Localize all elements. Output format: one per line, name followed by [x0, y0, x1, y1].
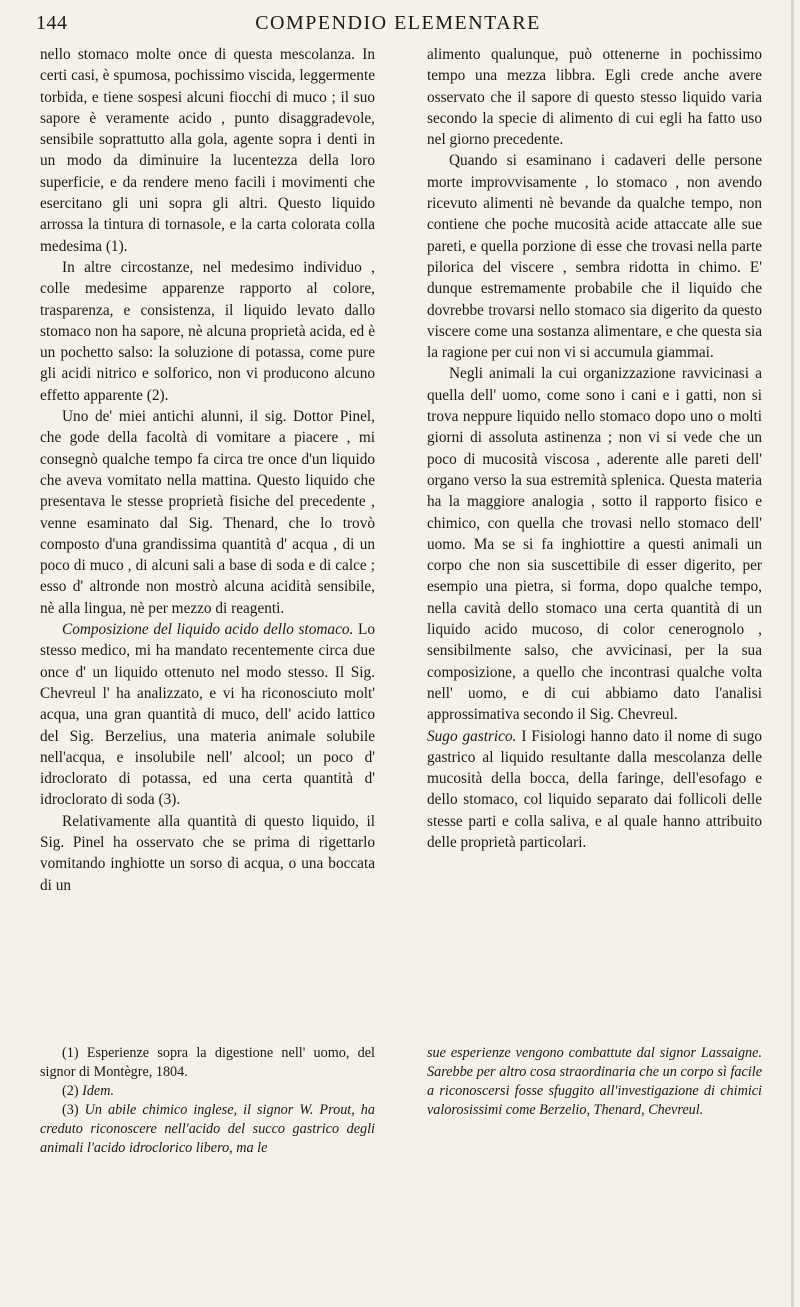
footnote-text: Idem.: [82, 1083, 115, 1099]
page-header: [36, 12, 760, 38]
paragraph-with-side-title: [40, 619, 375, 811]
footnote-text: Un abile chimico inglese, il signor W. Prout, ha creduto riconoscere nell'acido del succo gastrico degli animali l'acido idroclorico libero, ma le: [40, 1102, 375, 1156]
section-title: Composizione del liquido acido dello stomaco.: [62, 621, 354, 639]
left-column: [40, 44, 375, 896]
paragraph-text: Lo stesso medico, mi ha mandato recentemente circa due once d' un liquido ottenuto nel modo stesso. Il Sig. Chevreul l' ha analizzato, e vi ha riconosciuto molt' acqua, una gran quantità di muco, dell' acido lattico del Sig. Berzelius, una materia animale solubile nell'acqua, e insolubile nell' alcool; un poco d' idroclorato di potassa, ed una certa quantità d' idroclorato di soda (3).: [40, 621, 375, 809]
footnote: [40, 1082, 375, 1101]
paragraph-text: I Fisiologi hanno dato il nome di sugo gastrico al liquido resultante dalla mescolanza delle mucosità della bocca, della faringe, dell'esofago e dello stomaco, col liquido separato dai follicoli delle stesse parti e colla saliva, e al quale hanno attribuito delle proprietà particolari.: [427, 727, 763, 851]
paragraph-with-side-title: [427, 726, 762, 854]
footnotes-right: [427, 1044, 762, 1120]
page-number: 144: [36, 12, 68, 34]
footnote-continuation: sue esperienze vengono combattute dal signor Lassaigne. Sarebbe per altro cosa straordinaria che un corpo sì facile a riconoscersi fosse sfuggito all'investigazione di chimici valorosissimi come Berzelio, Thenard, Chevreul.: [427, 1045, 762, 1118]
running-title: COMPENDIO ELEMENTARE: [255, 12, 541, 34]
footnote-mark: (1): [62, 1045, 79, 1061]
section-title: Sugo gastrico.: [427, 727, 517, 745]
paragraph: Negli animali la cui organizzazione ravvicinasi a quella dell' uomo, come sono i cani e i gatti, non si trova neppure liquido nello stomaco dopo uno o molti giorni di assoluta astinenza ; non vi si vede che un poco di mucosità viscosa , aderente alle pareti dell' organo verso la sua estremità splenica. Questa materia ha la maggiore analogia , sotto il rapporto fisico e chimico, con quella che trovasi nello stomaco dell' uomo. Ma se si fa inghiottire a questi animali un corpo che non sia suscettibile di esser digerito, per esempio una pietra, si forma, dopo qualche tempo, nella cavità dello stomaco una certa quantità di un liquido acido mucoso, di color cenerognolo , sensibilmente salso, che avvicinasi, per la sua composizione, a quello che incontrasi qualche volta nell' uomo, e di cui abbiamo dato l'analisi approssimativa secondo il Sig. Chevreul.: [427, 365, 762, 724]
footnote-mark: (2): [62, 1083, 79, 1099]
page-edge: [791, 0, 794, 1307]
paragraph: alimento qualunque, può ottenerne in pochissimo tempo una mezza libbra. Egli crede anche avere osservato che il sapore di questo stesso liquido varia secondo la specie di alimento di cui egli ha fatto uso nel giorno precedente.: [427, 46, 762, 149]
footnote-mark: (3): [62, 1102, 79, 1118]
footnotes-left: [40, 1044, 375, 1158]
paragraph: Uno de' miei antichi alunni, il sig. Dottor Pinel, che gode della facoltà di vomitare a piacere , mi consegnò qualche tempo fa circa tre once d'un liquido che aveva vomitato nella mattina. Questo liquido che presentava le stesse proprietà fisiche del precedente , venne esaminato dal Sig. Thenard, che lo trovò composto d'una grandissima quantità d' acqua , di un poco di muco , di alcuni sali a base di soda e di calce ; esso d' altronde non mostrò alcuna acidità sensibile, nè alla lingua, nè per mezzo di reagenti.: [40, 408, 375, 617]
footnote-text: Esperienze sopra la digestione nell' uomo, del signor di Montègre, 1804.: [40, 1045, 376, 1080]
paragraph: In altre circostanze, nel medesimo individuo , colle medesime apparenze rapporto al colore, trasparenza, e consistenza, il liquido levato dallo stomaco non ha sapore, nè alcuna proprietà acida, ed è un pochetto salso: la soluzione di potassa, come pure gli acidi nitrico e solforico, non vi producono alcuno effetto apparente (2).: [40, 258, 375, 404]
paragraph: nello stomaco molte once di questa mescolanza. In certi casi, è spumosa, pochissimo viscida, leggermente torbida, e tiene sospesi alcuni fiocchi di muco ; il suo sapore è veramente acido , punto disaggradevole, sensibile soprattutto alla gola, agente sopra i denti in un modo da diminuire la lucentezza della loro superficie, e da rendere meno facili i movimenti che esercitano gli uni sopra gli altri. Questo liquido arrossa la tintura di tornasole, e la carta colorata colla medesima (1).: [40, 46, 375, 255]
footnote: [40, 1101, 375, 1158]
footnote: [40, 1044, 375, 1082]
right-column: [427, 44, 762, 853]
paragraph: Relativamente alla quantità di questo liquido, il Sig. Pinel ha osservato che se prima di rigettarlo vomitando inghiotte un sorso di acqua, o una boccata di un: [40, 812, 375, 894]
paragraph: Quando si esaminano i cadaveri delle persone morte improvvisamente , lo stomaco , non avendo ricevuto alimenti nè bevande da qualche tempo, non contiene che poche mucosità acide attaccate alle sue pareti, e quella porzione di esse che trovasi nella parte pilorica del viscere , sembra ridotta in chimo. E' dunque estremamente probabile che il liquido che dovrebbe trovarsi nello stomaco sia digerito da questo viscere come una sostanza alimentare, e che questa sia la ragione per cui non vi si accumula giammai.: [427, 152, 762, 362]
